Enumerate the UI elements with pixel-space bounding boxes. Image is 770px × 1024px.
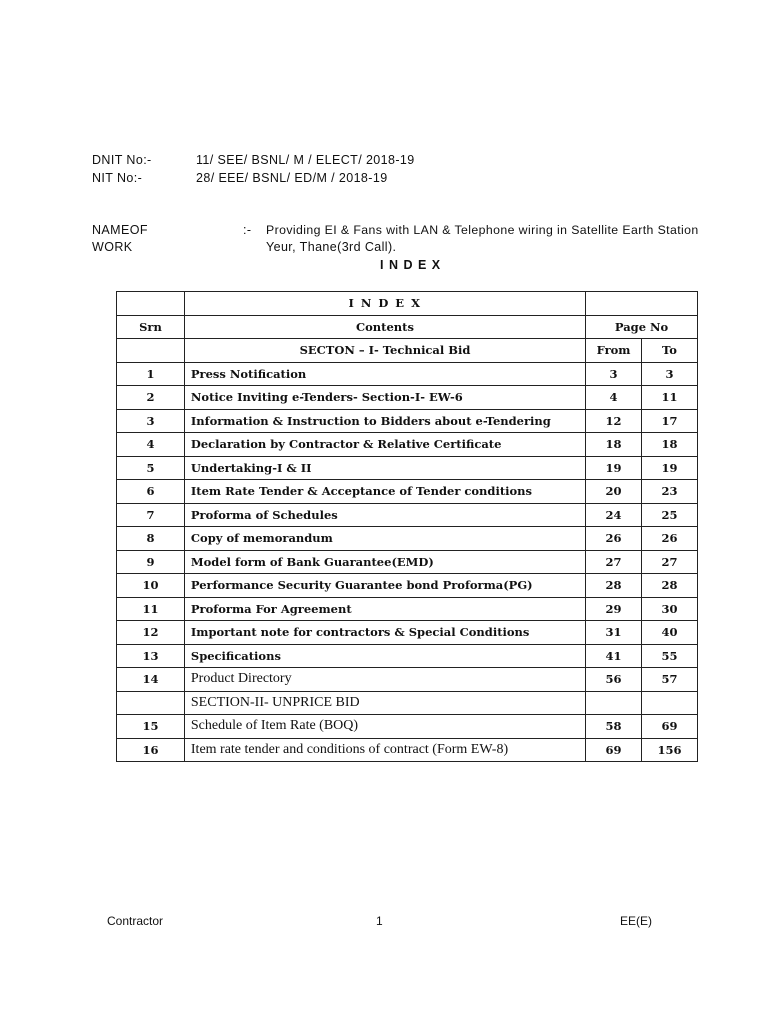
header-contents: Contents (184, 315, 585, 339)
row-contents: Item Rate Tender & Acceptance of Tender conditions (184, 480, 585, 504)
row-contents: Declaration by Contractor & Relative Certificate (184, 433, 585, 457)
footer-ee: EE(E) (620, 914, 653, 928)
row-page-from: 58 (586, 715, 642, 739)
index-heading: I N D E X (380, 258, 442, 272)
table-row (117, 668, 698, 692)
table-row (117, 550, 698, 574)
row-srn: 16 (117, 738, 185, 762)
name-of-work-line-2: Yeur, Thane(3rd Call). (266, 240, 397, 254)
row-page-from: 4 (586, 386, 642, 410)
row-page-from: 19 (586, 456, 642, 480)
row-page-from: 41 (586, 644, 642, 668)
table-row (117, 503, 698, 527)
row-srn: 8 (117, 527, 185, 551)
row-contents: Notice Inviting e-Tenders- Section-I- EW-6 (184, 386, 585, 410)
row-page-to: 25 (642, 503, 698, 527)
dnit-value: 11/ SEE/ BSNL/ M / ELECT/ 2018-19 (196, 153, 415, 167)
row-page-from: 27 (586, 550, 642, 574)
table-title-row (117, 292, 698, 316)
section-2-row (117, 691, 698, 715)
row-srn: 15 (117, 715, 185, 739)
row-contents: Undertaking-I & II (184, 456, 585, 480)
row-page-to: 18 (642, 433, 698, 457)
header-to: To (642, 339, 698, 363)
table-row (117, 621, 698, 645)
table-row (117, 433, 698, 457)
header-from: From (586, 339, 642, 363)
row-page-to: 3 (642, 362, 698, 386)
row-page-from: 20 (586, 480, 642, 504)
table-row (117, 386, 698, 410)
row-page-from: 24 (586, 503, 642, 527)
row-srn: 14 (117, 668, 185, 692)
header-srn: Srn (117, 315, 185, 339)
section-2-title: SECTION-II- UNPRICE BID (184, 691, 585, 715)
row-srn: 12 (117, 621, 185, 645)
footer-contractor: Contractor (107, 914, 164, 928)
table-row (117, 527, 698, 551)
section-2-to-cell (642, 691, 698, 715)
section-2-from-cell (586, 691, 642, 715)
row-contents: Specifications (184, 644, 585, 668)
row-srn: 7 (117, 503, 185, 527)
row-srn: 10 (117, 574, 185, 598)
table-title: I N D E X (184, 292, 585, 316)
row-page-from: 31 (586, 621, 642, 645)
row-page-to: 17 (642, 409, 698, 433)
row-contents: Copy of memorandum (184, 527, 585, 551)
row-srn: 6 (117, 480, 185, 504)
table-row (117, 574, 698, 598)
table-row (117, 715, 698, 739)
nit-value: 28/ EEE/ BSNL/ ED/M / 2018-19 (196, 171, 388, 185)
section-1-title: SECTON – I- Technical Bid (184, 339, 585, 363)
row-contents: Information & Instruction to Bidders about e-Tendering (184, 409, 585, 433)
row-contents: Item rate tender and conditions of contract (Form EW-8) (184, 738, 585, 762)
row-page-to: 156 (642, 738, 698, 762)
row-srn: 3 (117, 409, 185, 433)
row-page-from: 28 (586, 574, 642, 598)
row-page-to: 27 (642, 550, 698, 574)
row-page-from: 3 (586, 362, 642, 386)
row-page-to: 40 (642, 621, 698, 645)
row-page-from: 26 (586, 527, 642, 551)
table-row (117, 362, 698, 386)
row-page-from: 56 (586, 668, 642, 692)
table-row (117, 409, 698, 433)
row-page-to: 23 (642, 480, 698, 504)
row-page-from: 18 (586, 433, 642, 457)
name-of-work-label-2: WORK (92, 240, 133, 254)
row-page-from: 69 (586, 738, 642, 762)
row-srn: 13 (117, 644, 185, 668)
index-table (116, 291, 698, 762)
dnit-label: DNIT No:- (92, 153, 152, 167)
row-srn: 5 (117, 456, 185, 480)
row-contents: Product Directory (184, 668, 585, 692)
row-page-to: 69 (642, 715, 698, 739)
row-contents: Performance Security Guarantee bond Proforma(PG) (184, 574, 585, 598)
row-contents: Schedule of Item Rate (BOQ) (184, 715, 585, 739)
row-page-to: 28 (642, 574, 698, 598)
header-page-no: Page No (586, 315, 698, 339)
row-srn: 2 (117, 386, 185, 410)
row-page-to: 26 (642, 527, 698, 551)
table-row (117, 480, 698, 504)
name-of-work-line-1: Providing EI & Fans with LAN & Telephone wiring in Satellite Earth Station (266, 223, 699, 237)
row-page-to: 11 (642, 386, 698, 410)
row-page-from: 29 (586, 597, 642, 621)
table-row (117, 456, 698, 480)
row-srn: 9 (117, 550, 185, 574)
row-contents: Proforma of Schedules (184, 503, 585, 527)
table-row (117, 644, 698, 668)
row-srn: 11 (117, 597, 185, 621)
row-page-to: 19 (642, 456, 698, 480)
row-contents: Proforma For Agreement (184, 597, 585, 621)
row-srn: 4 (117, 433, 185, 457)
nit-label: NIT No:- (92, 171, 143, 185)
section-2-srn-cell (117, 691, 185, 715)
row-page-from: 12 (586, 409, 642, 433)
name-of-work-label-1: NAMEOF (92, 223, 148, 237)
row-page-to: 30 (642, 597, 698, 621)
table-row (117, 597, 698, 621)
row-contents: Press Notification (184, 362, 585, 386)
footer-page-number: 1 (376, 914, 383, 928)
row-srn: 1 (117, 362, 185, 386)
row-contents: Important note for contractors & Special Conditions (184, 621, 585, 645)
table-header-row (117, 315, 698, 339)
row-page-to: 57 (642, 668, 698, 692)
row-page-to: 55 (642, 644, 698, 668)
section-1-row (117, 339, 698, 363)
row-contents: Model form of Bank Guarantee(EMD) (184, 550, 585, 574)
name-of-work-separator: :- (243, 223, 252, 237)
table-row (117, 738, 698, 762)
